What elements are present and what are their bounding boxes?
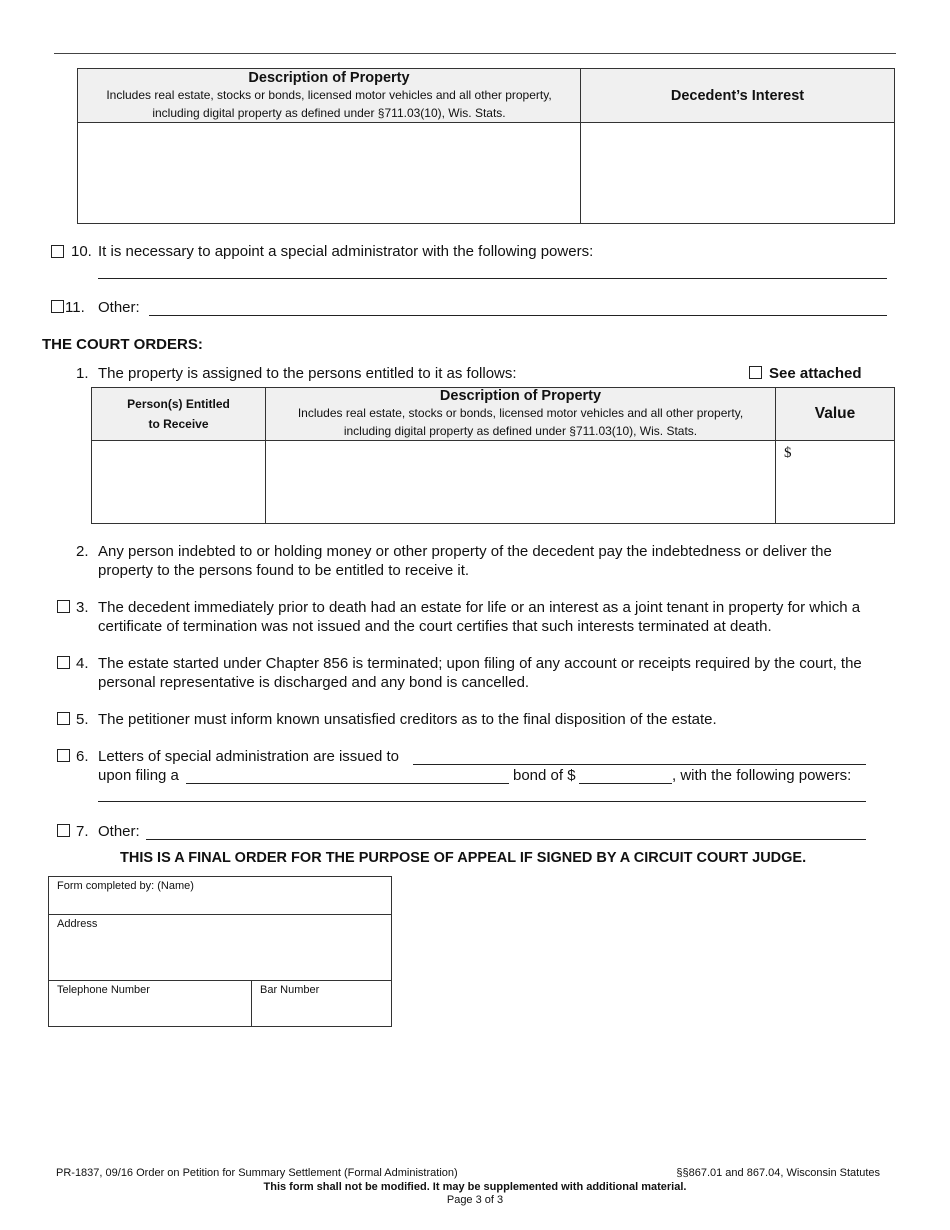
footer-statutes: §§867.01 and 867.04, Wisconsin Statutes (676, 1167, 880, 1179)
interest-header (581, 69, 895, 123)
item11-label: Other: (98, 299, 140, 316)
order4-line2: personal representative is discharged and any bond is cancelled. (98, 674, 530, 691)
order6-text-part2: upon filing a (98, 767, 179, 784)
order7-number: 7. (76, 823, 89, 840)
order3-line2: certificate of termination was not issued and the court certifies that such interests terminated at death. (98, 618, 772, 635)
name-cell[interactable] (49, 877, 392, 915)
order2-number: 2. (76, 543, 89, 560)
bar-number-cell[interactable] (252, 981, 392, 1027)
interest-title: Decedent’s Interest (670, 87, 805, 104)
order3-number: 3. (76, 599, 89, 616)
order1-number: 1. (76, 365, 89, 382)
order6-administrator-line[interactable] (413, 764, 866, 765)
persons-cell[interactable] (92, 441, 266, 524)
dollar-sign: $ (784, 445, 792, 461)
see-attached-checkbox[interactable] (749, 366, 762, 379)
telephone-cell[interactable] (49, 981, 252, 1027)
description-sub-1: Includes real estate, stocks or bonds, licensed motor vehicles and all other property, (106, 87, 552, 102)
order4-number: 4. (76, 655, 89, 672)
footer-page-number: Page 3 of 3 (446, 1194, 504, 1206)
final-order-notice: THIS IS A FINAL ORDER FOR THE PURPOSE OF APPEAL IF SIGNED BY A CIRCUIT COURT JUDGE. (120, 850, 807, 866)
persons-entitled-l2: to Receive (148, 417, 209, 431)
order6-text-part3: bond of $ (513, 767, 576, 784)
order4-line1: The estate started under Chapter 856 is terminated; upon filing of any account or receipts required by the court, the (98, 655, 862, 672)
telephone-label: Telephone Number (57, 984, 150, 996)
assign-description-title: Description of Property (439, 388, 602, 404)
order6-bond-amount-line[interactable] (579, 783, 672, 784)
order6-powers-line[interactable] (98, 801, 866, 802)
assign-description-header (266, 388, 776, 441)
interest-cell[interactable] (581, 123, 895, 224)
order1-text: The property is assigned to the persons entitled to it as follows: (98, 365, 517, 382)
order6-text-part1: Letters of special administration are issued to (98, 748, 399, 765)
item10-number: 10. (71, 243, 92, 260)
decedent-property-table (77, 68, 895, 224)
order4-checkbox[interactable] (57, 656, 70, 669)
item11-other-line[interactable] (149, 315, 887, 316)
item11-checkbox[interactable] (51, 300, 64, 313)
order5-text: The petitioner must inform known unsatisfied creditors as to the final disposition of the estate. (98, 711, 717, 728)
value-header (776, 388, 895, 441)
description-sub-2: including digital property as defined under §711.03(10), Wis. Stats. (152, 105, 506, 120)
value-cell[interactable] (776, 441, 895, 524)
assign-description-cell[interactable] (266, 441, 776, 524)
persons-entitled-l1: Person(s) Entitled (127, 397, 230, 411)
order2-line1: Any person indebted to or holding money or other property of the decedent pay the indebtedness or deliver the (98, 543, 832, 560)
order6-checkbox[interactable] (57, 749, 70, 762)
order7-other-line[interactable] (146, 839, 866, 840)
order6-bond-type-line[interactable] (186, 783, 509, 784)
item10-powers-line[interactable] (98, 278, 887, 279)
footer-notice: This form shall not be modified. It may be supplemented with additional material. (263, 1181, 687, 1193)
order6-number: 6. (76, 748, 89, 765)
order2-line2: property to the persons found to be entitled to receive it. (98, 562, 470, 579)
bar-number-label: Bar Number (260, 984, 320, 996)
order5-number: 5. (76, 711, 89, 728)
order6-text-part4: , with the following powers: (672, 767, 852, 784)
item11-number: 11. (65, 299, 85, 316)
description-cell[interactable] (78, 123, 581, 224)
order7-label: Other: (98, 823, 140, 840)
top-rule (54, 53, 896, 54)
description-header (78, 69, 581, 123)
value-title: Value (814, 405, 856, 422)
order7-checkbox[interactable] (57, 824, 70, 837)
order3-checkbox[interactable] (57, 600, 70, 613)
address-label: Address (57, 918, 98, 930)
order3-line1: The decedent immediately prior to death had an estate for life or an interest as a joint tenant in property for which a (98, 599, 861, 616)
item10-text: It is necessary to appoint a special administrator with the following powers: (98, 243, 594, 260)
description-title: Description of Property (248, 69, 410, 86)
footer-form-id: PR-1837, 09/16 Order on Petition for Summary Settlement (Formal Administration) (56, 1167, 458, 1179)
item10-checkbox[interactable] (51, 245, 64, 258)
assign-description-sub-2: including digital property as defined under §711.03(10), Wis. Stats. (343, 424, 698, 438)
see-attached-label: See attached (769, 365, 862, 382)
address-cell[interactable] (49, 915, 392, 981)
order5-checkbox[interactable] (57, 712, 70, 725)
name-label: Form completed by: (Name) (57, 880, 194, 892)
form-completed-by-table (48, 876, 392, 1027)
assign-description-sub-1: Includes real estate, stocks or bonds, licensed motor vehicles and all other property, (297, 406, 744, 420)
persons-entitled-header (92, 388, 266, 441)
assignment-table (91, 387, 895, 524)
court-orders-heading: THE COURT ORDERS: (42, 336, 203, 353)
